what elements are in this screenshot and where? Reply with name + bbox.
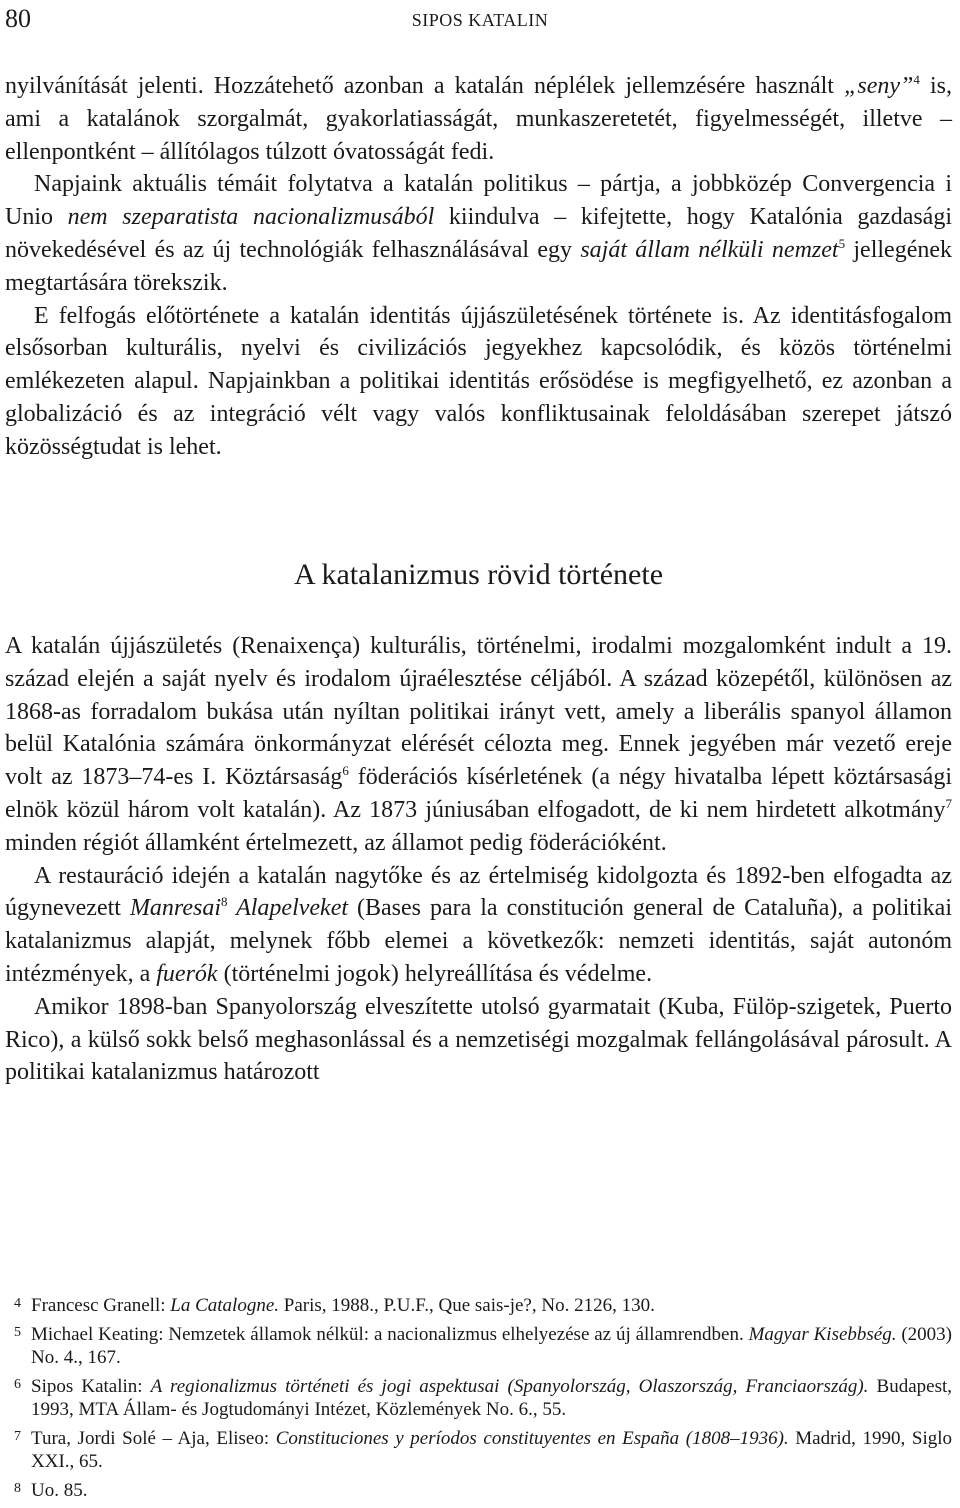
footnote-item: 5 Michael Keating: Nemzetek államok nélkül: a nacionalizmus elhelyezése az új államrendben. Magyar Kisebbség. (2003) No. 4., 167. — [14, 1324, 952, 1368]
running-head: SIPOS KATALIN — [411, 10, 549, 30]
page-number: 80 — [5, 4, 31, 33]
footnote-ref-5: 5 — [838, 235, 846, 251]
page-header — [5, 4, 955, 34]
paragraph-4: A katalán újjászületés (Renaixença) kulturális, történelmi, irodalmi mozgalomként indult a 19. század elején a saját nyelv és irodalom újraélesztése céljából. A század közepétől, különösen az 1868-as forradalom bukása után nyíltan politikai irányt vett, amely a liberális spanyol államon belül Katalónia számára önkormányzat elérését célozta meg. Ennek jegyében már vezető ereje volt az 1873–74-es I. Köztársaság$^6$ föderációs kísérletének (a négy hivatalba lépett köztársasági elnök közül három volt katalán). Az 1873 júniusában elfogadott, de ki nem hirdetett alkotmány$^7$ minden régiót államként értelmezett, az államot pedig föderációként. — [5, 633, 952, 856]
paragraph-1: nyilvánítását jelenti. Hozzátehető azonban a katalán néplélek jellemzésére használt „seny”$^4$ is, ami a katalánok szorgalmát, gyakorlatiasságát, munkaszeretetét, figyelmességét, illetve – ellenpontként – állítólagos túlzott óvatosságát fedi. — [5, 72, 952, 165]
footnote-item: 4 Francesc Granell: La Catalogne. Paris, 1988., P.U.F., Que sais-je?, No. 2126, 130. — [14, 1295, 655, 1316]
paragraph-2: Napjaink aktuális témáit folytatva a katalán politikus – pártja, a jobbközép Convergencia i Unio nem szeparatista nacionalizmusából kiindulva – kifejtette, hogy Katalónia gazdasági növekedésével és az új technológiák felhasználásával egy saját állam nélküli nemzet$^5$ jellegének megtartására törekszik. — [5, 171, 953, 296]
paragraph-3: E felfogás előtörténete a katalán identitás újjászületésének története is. Az identitásfogalom elsősorban kulturális, nyelvi és civilizációs jegyekhez kapcsolódik, és közös történelmi emlékezeten alapul. Napjainkban a politikai identitás erősödése is megfigyelhető, ez azonban a globalizáció és az integráció vélt vagy valós konfliktusainak feloldásában szerepet játszó közösségtudat is lehet. — [5, 302, 952, 460]
body-text-bottom — [5, 630, 952, 1089]
footnote-item: 6 Sipos Katalin: A regionalizmus történeti és jogi aspektusai (Spanyolország, Olaszország, Franciaország). Budapest, 1993, MTA Állam- és Jogtudományi Intézet, Közlemények No. 6., 55. — [14, 1376, 952, 1420]
footnote-ref-4: 4 — [913, 72, 920, 87]
footnote-ref-8: 8 — [221, 894, 228, 910]
footnote-ref-6: 6 — [342, 763, 349, 779]
footnote-ref-7: 7 — [945, 795, 952, 811]
footnote-item: 7 Tura, Jordi Solé – Aja, Eliseo: Constituciones y períodos constituyentes en España (1808–1936). Madrid, 1990, Siglo XXI., 65. — [14, 1428, 953, 1472]
footnotes — [14, 1294, 952, 1508]
paragraph-6: Amikor 1898-ban Spanyolország elveszítette utolsó gyarmatait (Kuba, Fülöp-szigetek, Puerto Rico), a külső sokk belső meghasonlással és a nemzetiségi mozgalmak fellángolásával párosult. A politikai katalanizmus határozott — [5, 993, 952, 1086]
section-title: A katalanizmus rövid története — [293, 558, 664, 591]
body-text-top — [5, 70, 952, 464]
footnote-item: 8 Uo. 85. — [14, 1480, 88, 1501]
paragraph-5: A restauráció idején a katalán nagytőke és az értelmiség kidolgozta és 1892-ben elfogadta az úgynevezett Manresai$^8$ Alapelveket (Bases para la constitución general de Cataluña), a politikai katalanizmus alapját, melynek főbb elemei a következők: nemzeti identitás, saját autonóm intézmények, a fuerók (történelmi jogok) helyreállítása és védelme. — [5, 862, 953, 987]
